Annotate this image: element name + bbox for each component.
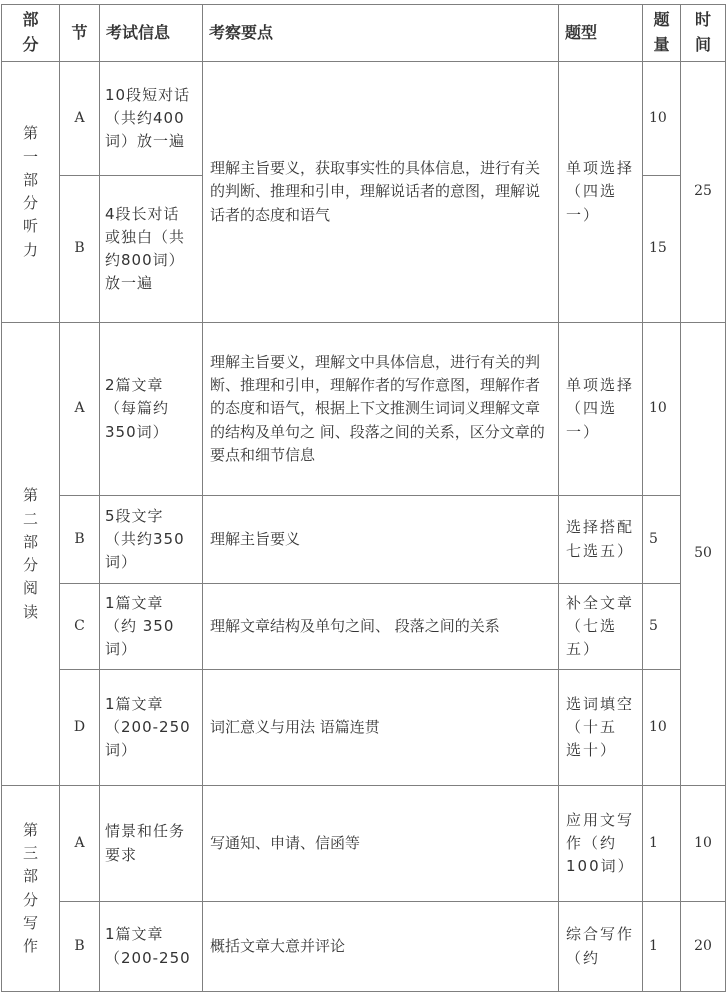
exam-info-cell: 5段文字（共约350词） xyxy=(100,496,203,584)
focus-cell: 理解主旨要义，获取事实性的具体信息，进行有关的判断、推理和引申，理解说话者的意图，理解说话者的态度和语气 xyxy=(203,62,559,323)
exam-table xyxy=(1,4,726,992)
part-reading: 第 二 部 分 阅 读 xyxy=(2,323,60,786)
count-cell: 1 xyxy=(643,902,681,992)
count-cell: 5 xyxy=(643,496,681,584)
header-focus: 考察要点 xyxy=(203,5,559,62)
type-cell: 应用文写 作（约100词） xyxy=(559,786,643,902)
exam-info-cell: 1篇文章（约 350词） xyxy=(100,584,203,670)
table-row xyxy=(2,786,726,902)
focus-cell: 概括文章大意并评论 xyxy=(203,902,559,992)
section-cell: A xyxy=(60,62,100,176)
section-cell: B xyxy=(60,176,100,323)
section-cell: B xyxy=(60,496,100,584)
exam-info-cell: 情景和任务要求 xyxy=(100,786,203,902)
exam-info-cell: 2篇文章（每篇约350词） xyxy=(100,323,203,496)
count-cell: 10 xyxy=(643,670,681,786)
header-section: 节 xyxy=(60,5,100,62)
count-cell: 1 xyxy=(643,786,681,902)
part-listening: 第 一 部 分 听 力 xyxy=(2,62,60,323)
count-cell: 5 xyxy=(643,584,681,670)
time-cell: 10 xyxy=(681,786,726,902)
time-cell: 20 xyxy=(681,902,726,992)
section-cell: C xyxy=(60,584,100,670)
part-writing: 第 三 部 分 写 作 xyxy=(2,786,60,992)
count-cell: 15 xyxy=(643,176,681,323)
table-row xyxy=(2,670,726,786)
header-type: 题型 xyxy=(559,5,643,62)
focus-cell: 理解文章结构及单句之间、 段落之间的关系 xyxy=(203,584,559,670)
section-cell: A xyxy=(60,323,100,496)
table-row xyxy=(2,902,726,992)
count-cell: 10 xyxy=(643,323,681,496)
header-time: 时 间 xyxy=(681,5,726,62)
type-cell: 选词填空（十五 选十） xyxy=(559,670,643,786)
header-exam-info: 考试信息 xyxy=(100,5,203,62)
table-row xyxy=(2,496,726,584)
exam-info-cell: 10段短对话（共约400词）放一遍 xyxy=(100,62,203,176)
type-cell: 单项选择（四选一） xyxy=(559,323,643,496)
section-cell: D xyxy=(60,670,100,786)
header-part: 部 分 xyxy=(2,5,60,62)
type-cell: 选择搭配七选五） xyxy=(559,496,643,584)
exam-info-cell: 1篇文章（200-250 xyxy=(100,902,203,992)
type-cell: 单项选择（四选一） xyxy=(559,62,643,323)
header-count: 题 量 xyxy=(643,5,681,62)
section-cell: A xyxy=(60,786,100,902)
time-cell: 50 xyxy=(681,323,726,786)
type-cell: 补全文章（七选五） xyxy=(559,584,643,670)
exam-info-cell: 4段长对话或独白（共约800词）放一遍 xyxy=(100,176,203,323)
focus-cell: 理解主旨要义 xyxy=(203,496,559,584)
header-row xyxy=(2,5,726,62)
table-row xyxy=(2,62,726,176)
count-cell: 10 xyxy=(643,62,681,176)
focus-cell: 理解主旨要义，理解文中具体信息，进行有关的判断、推理和引申，理解作者的写作意图，理解作者的态度和语气，根据上下文推测生词词义理解文章的结构及单句之 间、段落之间的关系，区分文章的要点和细节信息 xyxy=(203,323,559,496)
type-cell: 综合写作（约 xyxy=(559,902,643,992)
time-cell: 25 xyxy=(681,62,726,323)
table-row xyxy=(2,323,726,496)
exam-info-cell: 1篇文章（200-250词） xyxy=(100,670,203,786)
focus-cell: 写通知、申请、信函等 xyxy=(203,786,559,902)
section-cell: B xyxy=(60,902,100,992)
focus-cell: 词汇意义与用法 语篇连贯 xyxy=(203,670,559,786)
table-row xyxy=(2,584,726,670)
